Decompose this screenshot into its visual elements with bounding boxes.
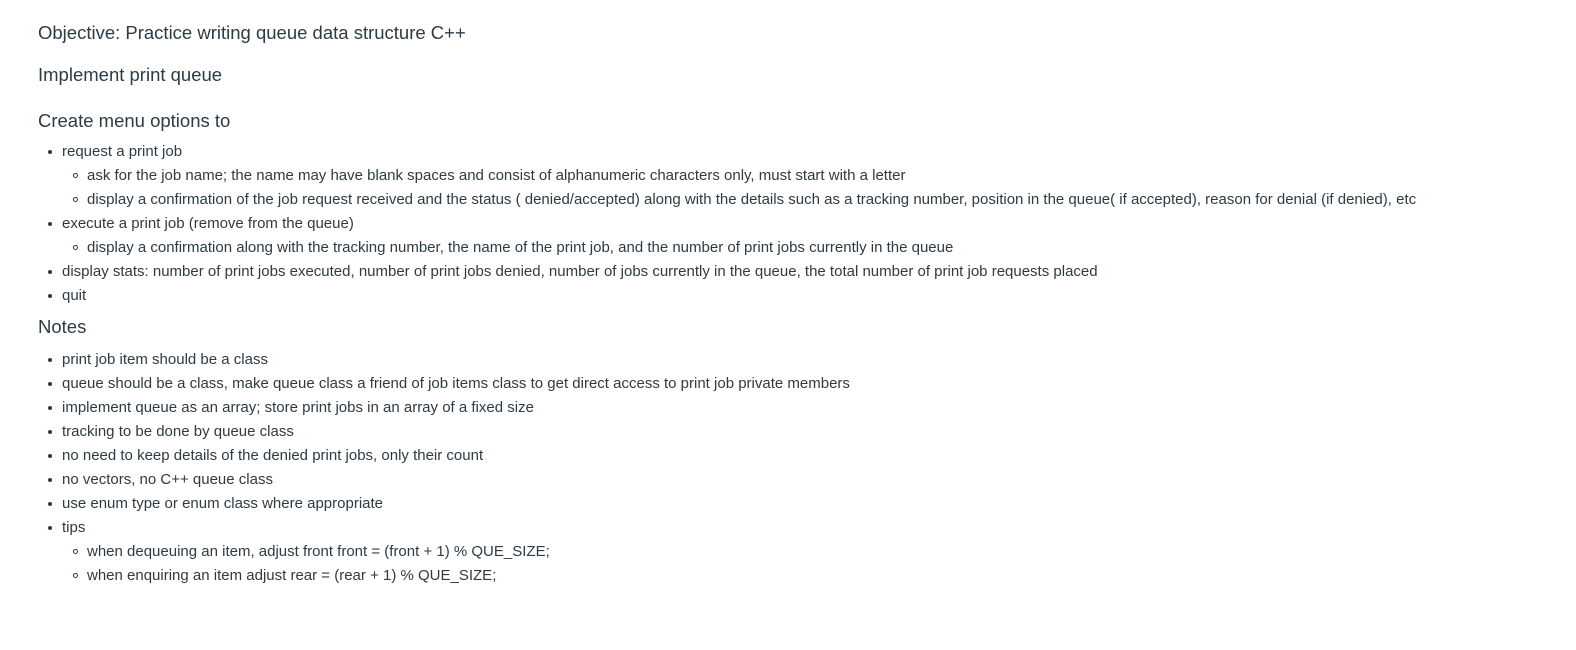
list-item [62,444,1576,468]
list-item-text: quit [62,287,87,304]
menu-options-list [38,140,1576,308]
notes-heading: Notes [38,316,87,337]
sub-list-item: when enquiring an item adjust rear = (rear + 1) % QUE_SIZE; [87,564,1576,588]
list-item [62,492,1576,516]
list-item [62,372,1576,396]
notes-list [38,348,1576,588]
list-item-text: queue should be a class, make queue class a friend of job items class to get direct access to print job private members [62,375,850,392]
list-item-text: print job item should be a class [62,351,268,368]
implement-heading: Implement print queue [38,64,223,85]
sub-list-item: when dequeuing an item, adjust front front = (front + 1) % QUE_SIZE; [87,540,1576,564]
list-item [62,396,1576,420]
list-item-text: no vectors, no C++ queue class [62,471,273,488]
list-item [62,260,1576,284]
list-item-text: tracking to be done by queue class [62,423,294,440]
list-item-text: use enum type or enum class where appropriate [62,495,384,512]
objective-heading: Objective: Practice writing queue data structure C++ [38,22,466,43]
sub-list-item: ask for the job name; the name may have blank spaces and consist of alphanumeric characters only, must start with a letter [87,164,1576,188]
sub-list [62,164,1576,212]
list-item-text: execute a print job (remove from the queue) [62,215,354,232]
sub-list [62,540,1576,588]
list-item-text: no need to keep details of the denied print jobs, only their count [62,447,484,464]
list-item [62,284,1576,308]
list-item [62,348,1576,372]
list-item-text: display stats: number of print jobs executed, number of print jobs denied, number of jobs currently in the queue, the total number of print job requests placed [62,263,1098,280]
sub-list-item: display a confirmation of the job request received and the status ( denied/accepted) along with the details such as a tracking number, position in the queue( if accepted), reason for denial (if denied), etc [87,188,1576,212]
list-item [62,420,1576,444]
sub-list-item: display a confirmation along with the tracking number, the name of the print job, and the number of print jobs currently in the queue [87,236,1576,260]
menu-options-heading: Create menu options to [38,110,231,131]
list-item [62,468,1576,492]
list-item-text: implement queue as an array; store print jobs in an array of a fixed size [62,399,534,416]
list-item-text: tips [62,519,86,536]
list-item-text: request a print job [62,143,183,160]
list-item [62,516,1576,588]
sub-list [62,236,1576,260]
list-item [62,140,1576,212]
list-item [62,212,1576,260]
